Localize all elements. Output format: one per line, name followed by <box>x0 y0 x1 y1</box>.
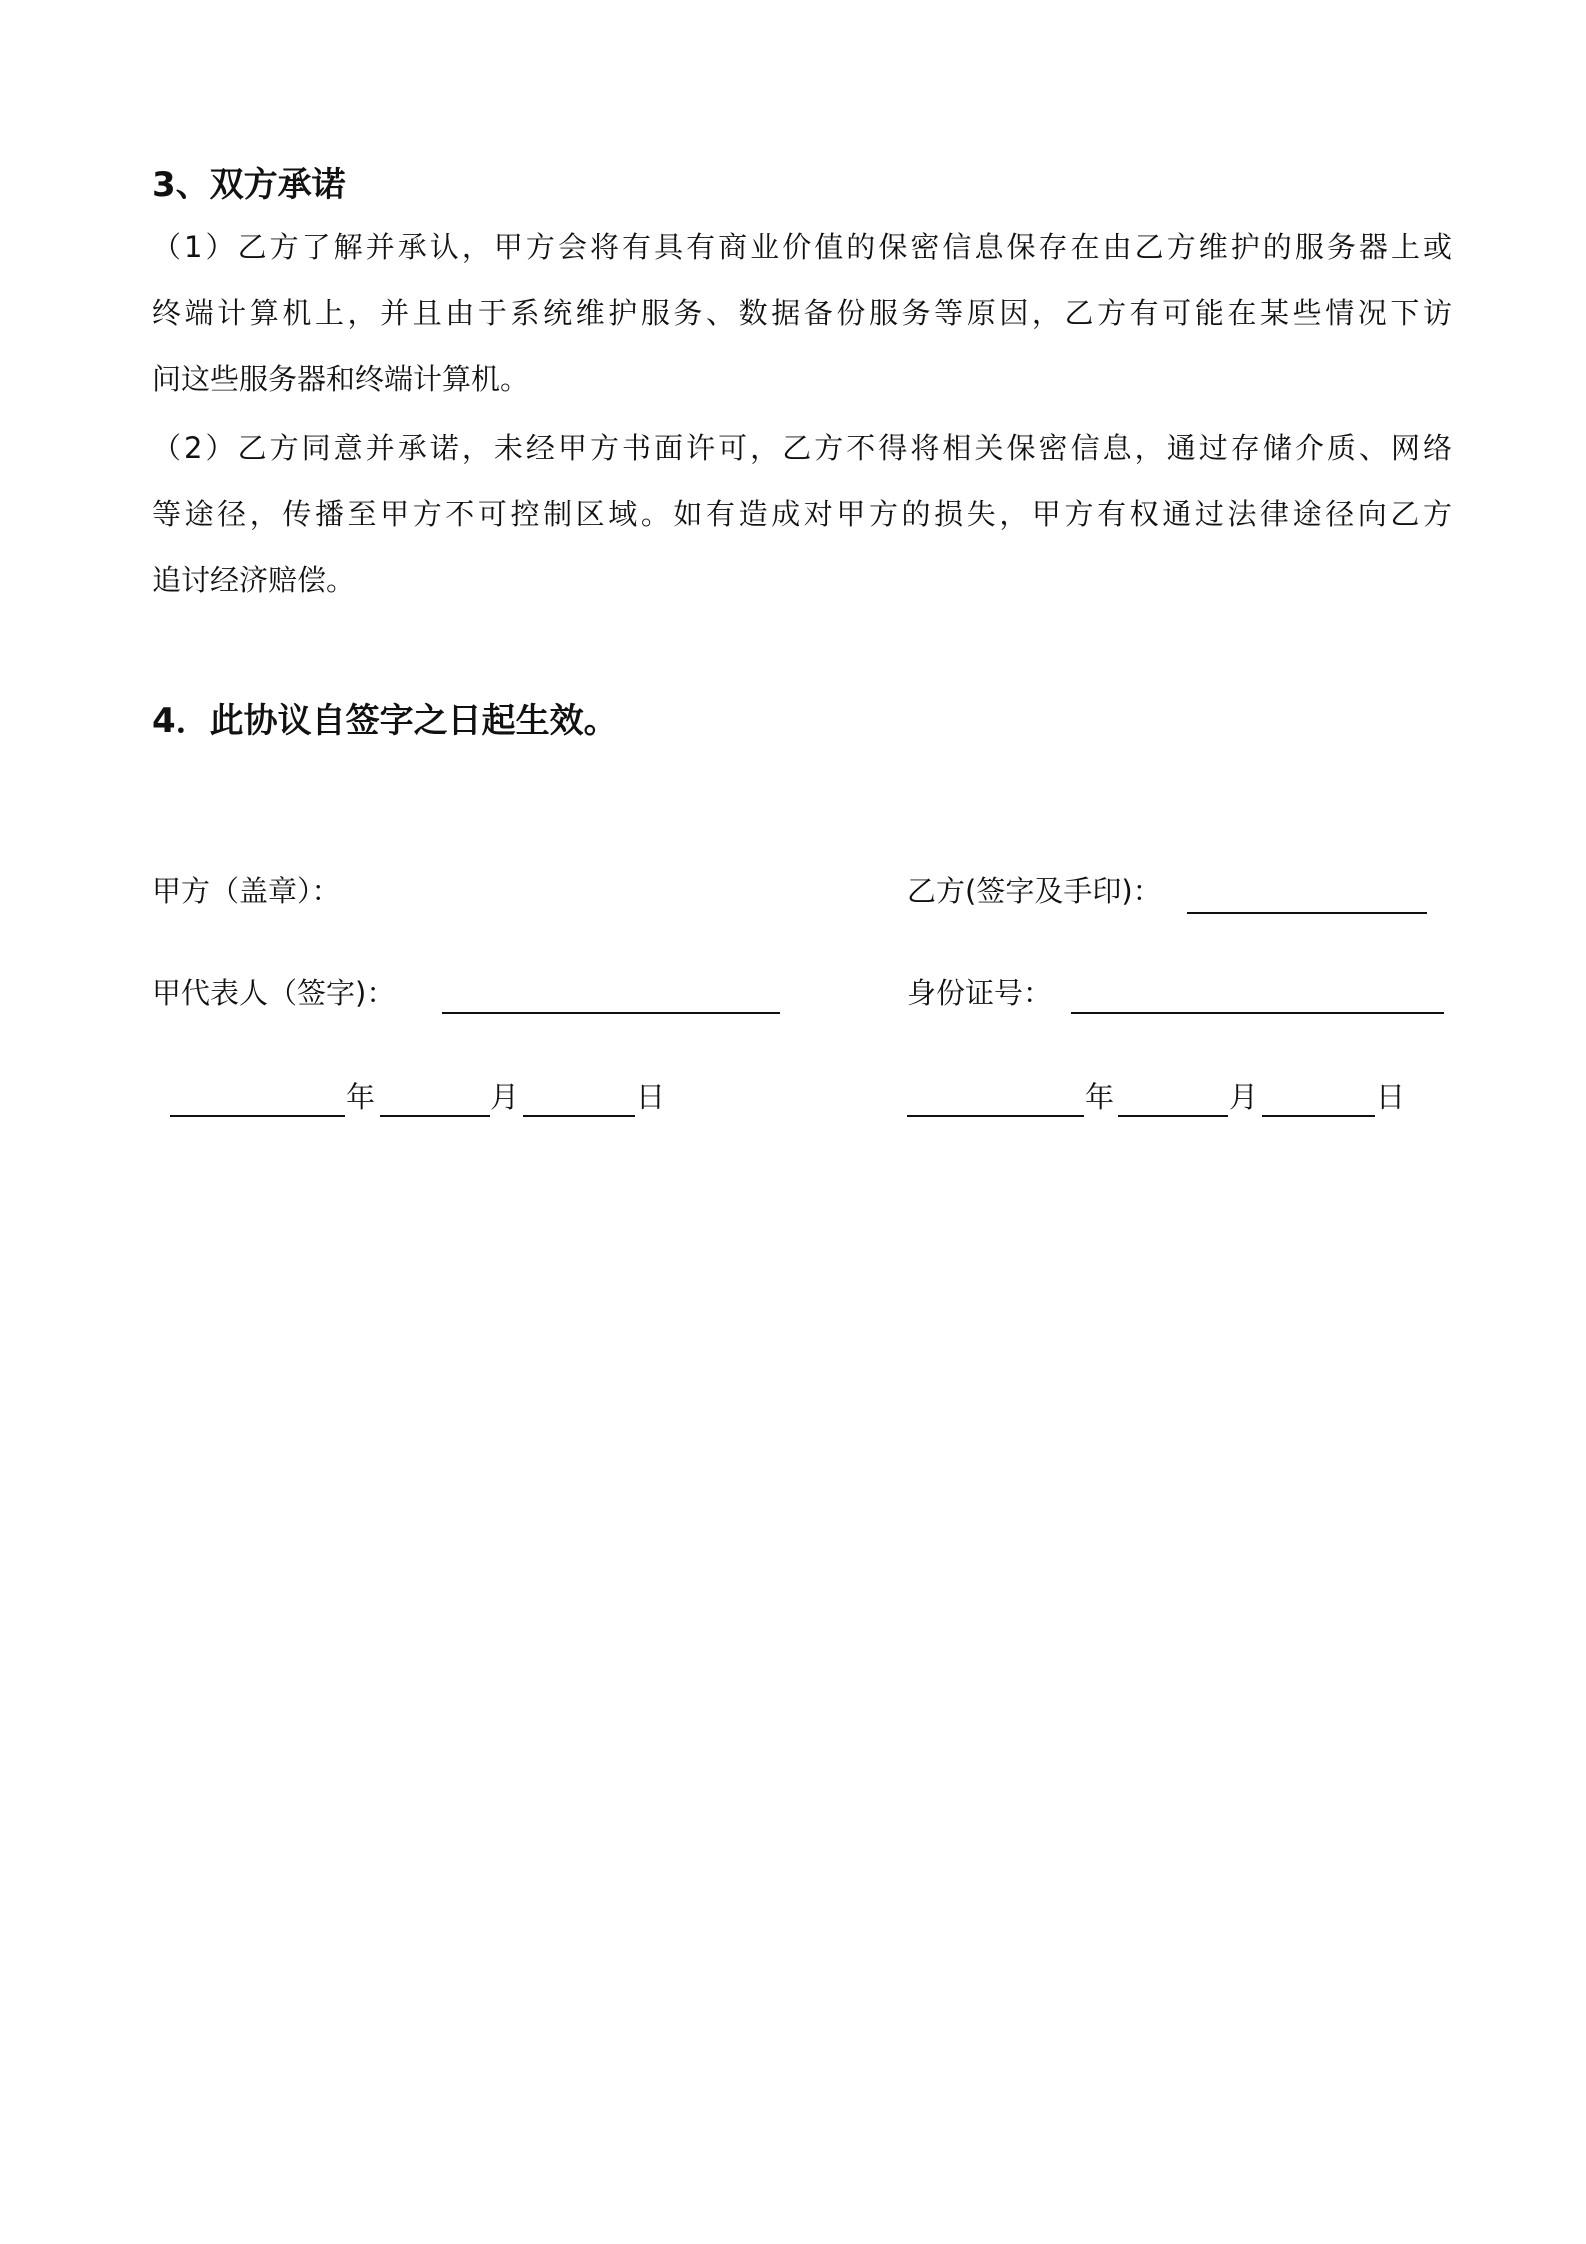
party-b-year-field[interactable] <box>907 1115 1084 1117</box>
year-label: 年 <box>1085 1080 1115 1114</box>
day-label: 日 <box>636 1080 666 1114</box>
paragraph-line: （1）乙方了解并承认，甲方会将有具有商业价值的保密信息保存在由乙方维护的服务器上或 <box>152 230 1452 264</box>
month-label: 月 <box>490 1080 520 1114</box>
section-4-title: 4．此协议自签字之日起生效。 <box>152 701 618 741</box>
section-3-title: 3、双方承诺 <box>152 165 346 205</box>
party-b-month-field[interactable] <box>1118 1115 1228 1117</box>
section-3-paragraph-2 <box>152 415 1452 613</box>
paragraph-line: 问这些服务器和终端计算机。 <box>152 362 530 396</box>
party-b-sign-label: 乙方(签字及手印)： <box>907 874 1162 908</box>
party-a-rep-sign-field[interactable] <box>442 1012 780 1014</box>
party-a-month-field[interactable] <box>380 1115 490 1117</box>
party-a-day-field[interactable] <box>523 1115 635 1117</box>
section-3-paragraph-1 <box>152 214 1452 412</box>
month-label: 月 <box>1229 1080 1259 1114</box>
day-label: 日 <box>1376 1080 1406 1114</box>
paragraph-line: 追讨经济赔偿。 <box>152 563 356 597</box>
party-a-year-field[interactable] <box>170 1115 345 1117</box>
party-b-sign-field[interactable] <box>1187 912 1427 914</box>
paragraph-line: 终端计算机上，并且由于系统维护服务、数据备份服务等原因，乙方有可能在某些情况下访 <box>152 296 1452 330</box>
paragraph-line: 等途径，传播至甲方不可控制区域。如有造成对甲方的损失，甲方有权通过法律途径向乙方 <box>152 497 1452 531</box>
party-b-id-field[interactable] <box>1071 1012 1444 1014</box>
paragraph-line: （2）乙方同意并承诺，未经甲方书面许可，乙方不得将相关保密信息，通过存储介质、网络 <box>152 431 1452 465</box>
party-b-day-field[interactable] <box>1262 1115 1375 1117</box>
party-b-id-label: 身份证号： <box>907 976 1053 1010</box>
party-a-rep-label: 甲代表人（签字)： <box>152 976 396 1010</box>
party-a-seal-label: 甲方（盖章）： <box>152 874 341 908</box>
year-label: 年 <box>346 1080 376 1114</box>
